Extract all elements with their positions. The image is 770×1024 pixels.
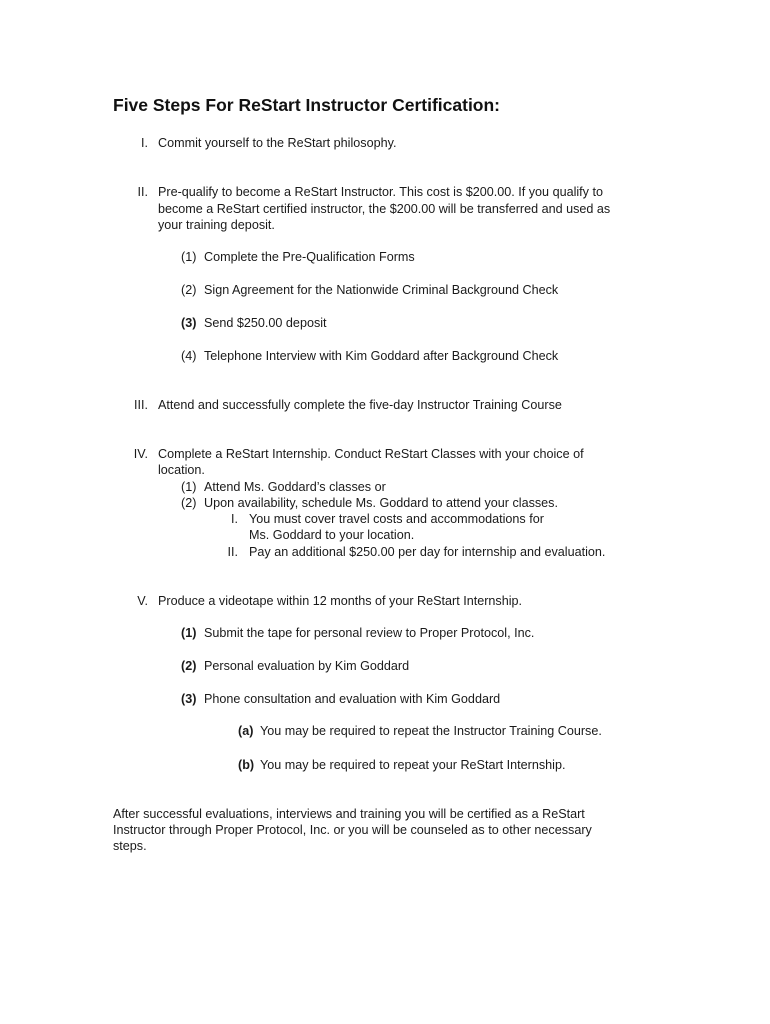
step-5-subitem-marker: (a) bbox=[238, 724, 254, 738]
step-5-item-text: Phone consultation and evaluation with Kim Goddard bbox=[204, 692, 501, 706]
step-4-line: location. bbox=[158, 463, 205, 477]
step-2-item-text: Complete the Pre-Qualification Forms bbox=[204, 250, 415, 264]
step-5-item-marker: (3) bbox=[181, 692, 197, 706]
step-5-subitem-text: You may be required to repeat your ReStart Internship. bbox=[260, 758, 566, 772]
step-1-text: Commit yourself to the ReStart philosophy. bbox=[158, 136, 397, 150]
step-2-line: your training deposit. bbox=[158, 218, 275, 232]
step-2-item-marker: (4) bbox=[181, 349, 197, 363]
step-5-item-text: Submit the tape for personal review to Proper Protocol, Inc. bbox=[204, 626, 535, 640]
step-5-item-marker: (2) bbox=[181, 659, 197, 673]
step-2-item-text: Sign Agreement for the Nationwide Criminal Background Check bbox=[204, 283, 559, 297]
step-4-item-marker: (1) bbox=[181, 480, 197, 494]
step-4-subitem-marker: I. bbox=[231, 512, 238, 526]
step-3-numeral: III. bbox=[134, 398, 148, 412]
step-4-item-text: Upon availability, schedule Ms. Goddard to attend your classes. bbox=[204, 496, 558, 510]
step-2-item-marker: (1) bbox=[181, 250, 197, 264]
closing-line: steps. bbox=[113, 839, 147, 853]
closing-line: Instructor through Proper Protocol, Inc. or you will be counseled as to other necessary bbox=[113, 823, 592, 837]
step-2-item-text: Telephone Interview with Kim Goddard after Background Check bbox=[204, 349, 559, 363]
step-5-numeral: V. bbox=[137, 594, 148, 608]
step-5-subitem-text: You may be required to repeat the Instructor Training Course. bbox=[260, 724, 602, 738]
step-2-item-marker: (2) bbox=[181, 283, 197, 297]
step-4-numeral: IV. bbox=[133, 447, 148, 461]
step-5-text: Produce a videotape within 12 months of your ReStart Internship. bbox=[158, 594, 523, 608]
step-5-subitem-marker: (b) bbox=[238, 758, 255, 772]
step-2-line: Pre-qualify to become a ReStart Instructor. This cost is $200.00. If you qualify to bbox=[158, 185, 603, 199]
closing-line: After successful evaluations, interviews and training you will be certified as a ReStart bbox=[113, 807, 585, 821]
step-2-numeral: II. bbox=[137, 185, 148, 199]
step-4-subitem-marker: II. bbox=[227, 545, 238, 559]
page-title: Five Steps For ReStart Instructor Certification: bbox=[113, 95, 501, 115]
step-1-numeral: I. bbox=[141, 136, 148, 150]
step-2-item-text: Send $250.00 deposit bbox=[204, 316, 327, 330]
step-2-line: become a ReStart certified instructor, the $200.00 will be transferred and used as bbox=[158, 202, 611, 216]
step-4-line: Complete a ReStart Internship. Conduct ReStart Classes with your choice of bbox=[158, 447, 584, 461]
step-4-item-marker: (2) bbox=[181, 496, 197, 510]
step-4-item-text: Attend Ms. Goddard’s classes or bbox=[204, 480, 386, 494]
step-4-subitem-line: Pay an additional $250.00 per day for internship and evaluation. bbox=[249, 545, 606, 559]
step-3-text: Attend and successfully complete the five-day Instructor Training Course bbox=[158, 398, 562, 412]
step-5-item-text: Personal evaluation by Kim Goddard bbox=[204, 659, 410, 673]
step-4-subitem-line: Ms. Goddard to your location. bbox=[249, 528, 415, 542]
step-4-subitem-line: You must cover travel costs and accommodations for bbox=[249, 512, 544, 526]
step-2-item-marker: (3) bbox=[181, 316, 197, 330]
step-5-item-marker: (1) bbox=[181, 626, 197, 640]
